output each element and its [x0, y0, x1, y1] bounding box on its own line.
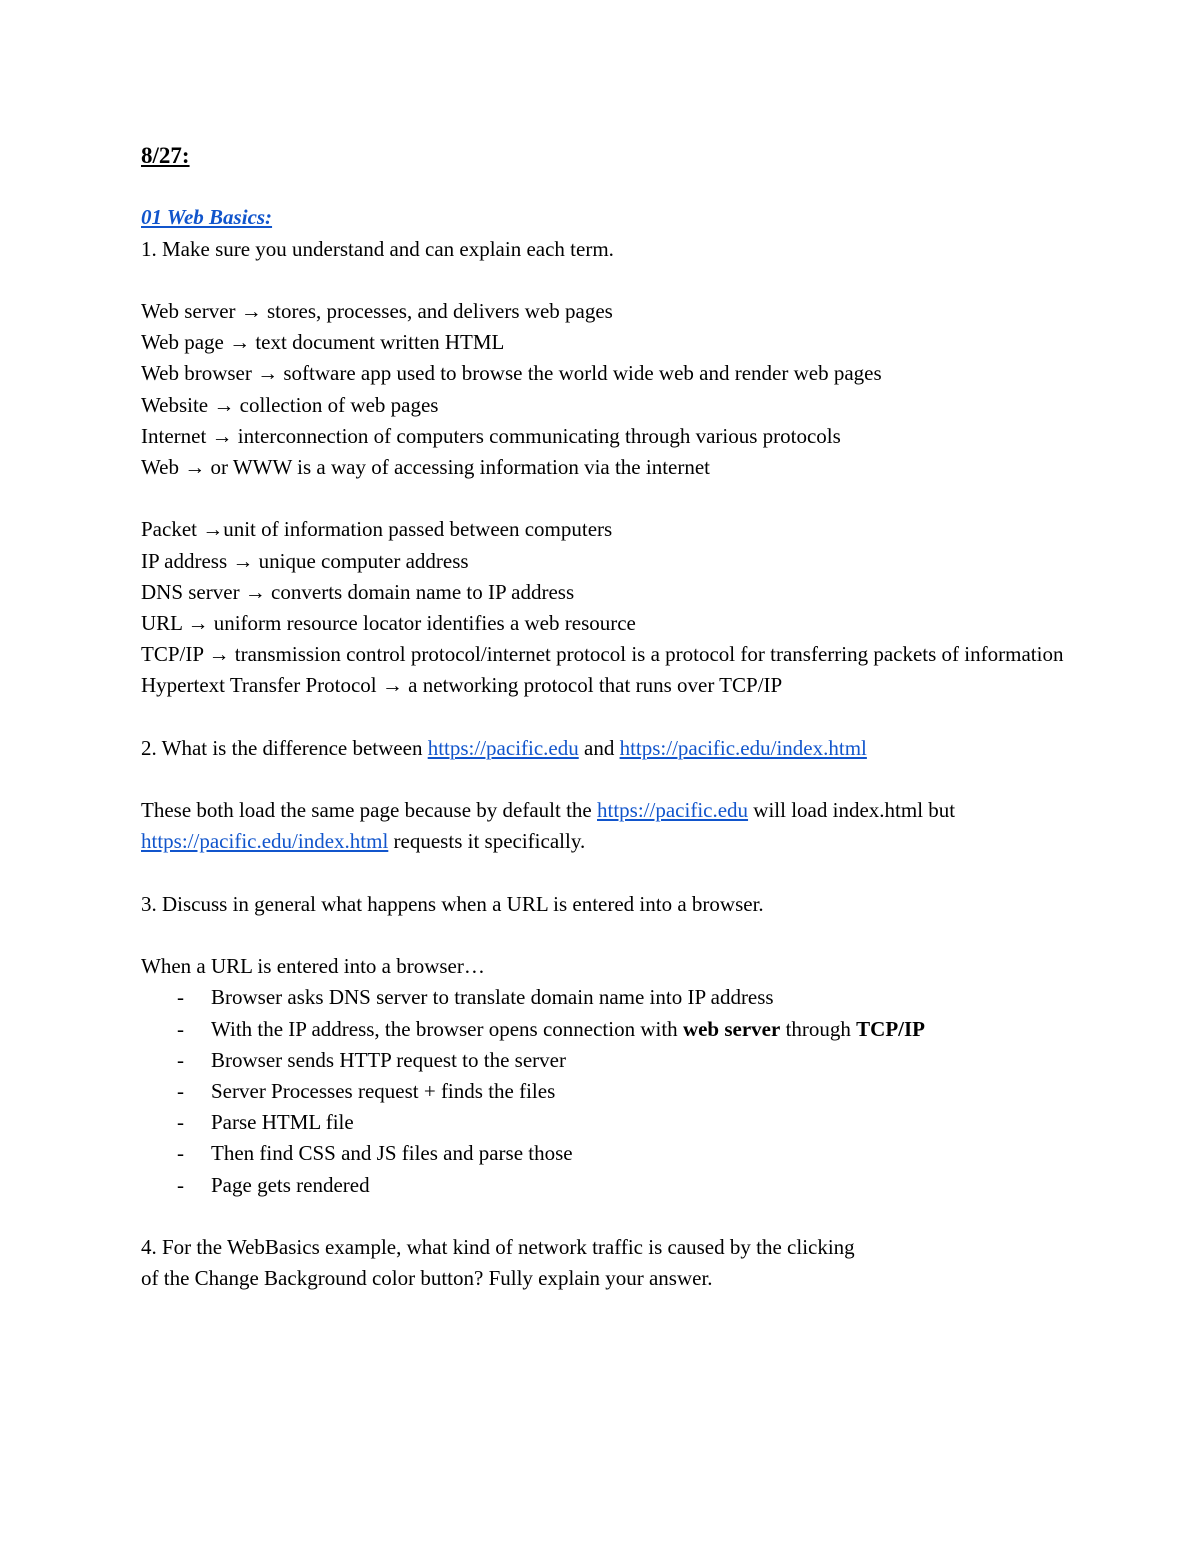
dash-bullet: - [177, 1016, 184, 1041]
list-item [141, 1107, 1081, 1138]
term-url: URL → uniform resource locator identifies a web resource [141, 611, 636, 635]
step-text: Browser sends HTTP request to the server [211, 1047, 566, 1072]
term-ip-address: IP address → unique computer address [141, 548, 469, 573]
answer-2-suffix: requests it specifically. [388, 829, 586, 854]
term-internet: Internet → interconnection of computers communicating through various protocols [141, 423, 841, 448]
dash-bullet: - [177, 1047, 184, 1072]
question-3: 3. Discuss in general what happens when a URL is entered into a browser. [141, 891, 764, 916]
term-tcp-ip: TCP/IP → transmission control protocol/internet protocol is a protocol for transferring packets of information [141, 642, 1064, 667]
question-2 [141, 733, 1081, 764]
document-page [141, 140, 1081, 1294]
step-text: Parse HTML file [211, 1110, 354, 1135]
terms-group-2 [141, 514, 1081, 701]
step-bold-tcp-ip: TCP/IP [856, 1016, 925, 1041]
date-heading: 8/27: [141, 143, 190, 168]
spacer [141, 920, 1081, 951]
spacer [141, 1201, 1081, 1232]
terms-group-1 [141, 296, 1081, 483]
dash-bullet: - [177, 985, 184, 1010]
step-text: Browser asks DNS server to translate domain name into IP address [211, 985, 774, 1010]
term-web: Web → or WWW is a way of accessing information via the internet [141, 455, 711, 479]
spacer [141, 483, 1081, 514]
spacer [141, 171, 1081, 202]
step-text: Page gets rendered [211, 1172, 370, 1197]
list-item [141, 1014, 1081, 1045]
answer-2-prefix: These both load the same page because by default the [141, 798, 597, 823]
step-text: Then find CSS and JS files and parse those [211, 1141, 573, 1166]
link-pacific-edu-index[interactable]: https://pacific.edu/index.html [619, 735, 867, 760]
spacer [141, 858, 1081, 889]
dash-bullet: - [177, 1110, 184, 1135]
link-pacific-edu[interactable]: https://pacific.edu [427, 735, 579, 760]
term-packet: Packet →unit of information passed between computers [141, 517, 613, 542]
question-1: 1. Make sure you understand and can explain each term. [141, 236, 614, 261]
section-title: 01 Web Basics: [141, 205, 273, 230]
term-website: Website → collection of web pages [141, 392, 439, 417]
question-2-prefix: 2. What is the difference between [141, 735, 428, 760]
list-item [141, 1045, 1081, 1076]
step-bold-web-server: web server [682, 1016, 781, 1041]
question-4-line-2: of the Change Background color button? Fully explain your answer. [141, 1266, 713, 1291]
dash-bullet: - [177, 1172, 184, 1197]
answer-2 [141, 795, 1081, 857]
term-web-page: Web page → text document written HTML [141, 330, 505, 355]
dash-bullet: - [177, 1078, 184, 1103]
list-item [141, 1076, 1081, 1107]
list-item [141, 1138, 1081, 1169]
answer-2-middle: will load index.html but [748, 798, 956, 823]
term-http: Hypertext Transfer Protocol → a networking protocol that runs over TCP/IP [141, 673, 783, 698]
list-item [141, 1170, 1081, 1201]
question-2-middle: and [578, 735, 620, 760]
spacer [141, 265, 1081, 296]
step-text: With the IP address, the browser opens connection with [211, 1016, 683, 1041]
question-4-line-1: 4. For the WebBasics example, what kind of network traffic is caused by the clicking [141, 1234, 855, 1259]
term-web-server: Web server → stores, processes, and delivers web pages [141, 298, 613, 323]
link-pacific-edu-index[interactable]: https://pacific.edu/index.html [141, 829, 389, 854]
step-text: through [780, 1016, 857, 1041]
dash-bullet: - [177, 1141, 184, 1166]
spacer [141, 702, 1081, 733]
term-web-browser: Web browser → software app used to browse the world wide web and render web pages [141, 361, 882, 386]
term-dns-server: DNS server → converts domain name to IP address [141, 579, 575, 604]
link-pacific-edu[interactable]: https://pacific.edu [597, 798, 749, 823]
answer-3-intro: When a URL is entered into a browser… [141, 954, 485, 979]
step-text: Server Processes request + finds the files [211, 1078, 556, 1103]
list-item [141, 982, 1081, 1013]
spacer [141, 764, 1081, 795]
browser-steps-list [141, 982, 1081, 1200]
